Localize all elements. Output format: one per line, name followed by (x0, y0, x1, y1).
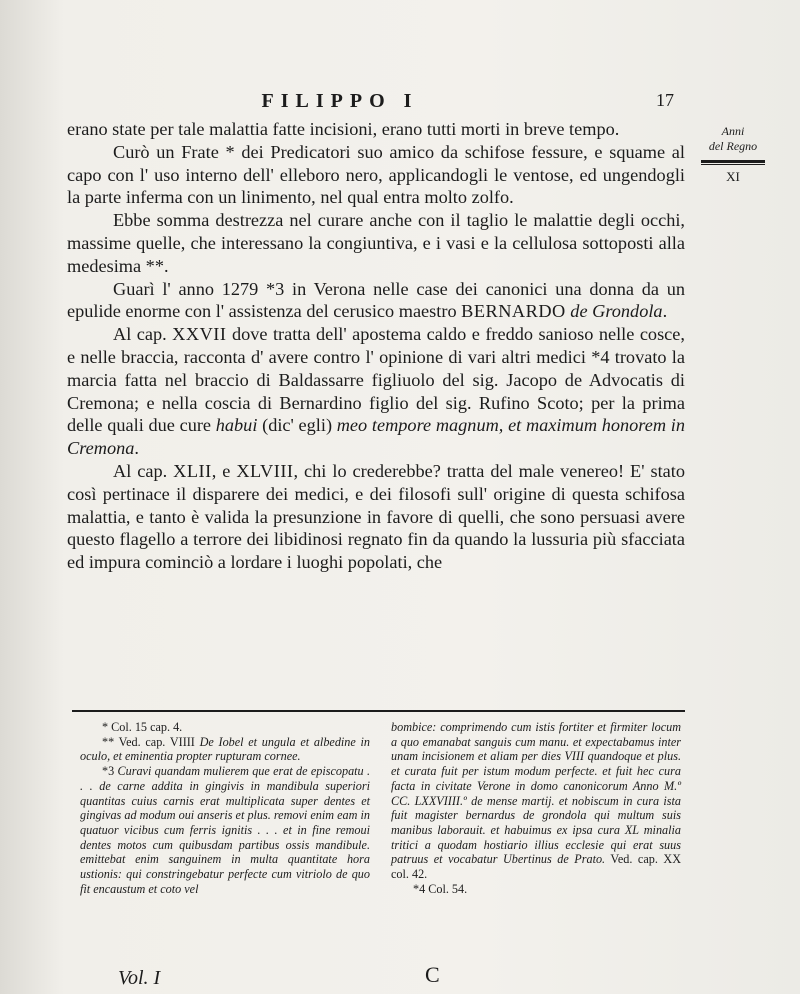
chapter-ref-2: XLVIII (236, 460, 294, 481)
footnote-3-ref: Ved. cap. XX col. 42. (391, 852, 681, 882)
footnote-separator (72, 710, 685, 712)
footnote-3-quote: Curavi quandam mulierem que erat de episcopatu . . . de carne addita in gingivis in mandibula superiori quantitas cuius carnis erat multiplicata super dentes et gingivas ad modum oui anseris et plus. removi enim eam in quatuor vicibus cum ferris ignitis . . . et in fine remoui dentes motos cum quibusdam partibus ossis mandibule. emittebat enim sanguinem in multa quantitate hora ustionis: qui constringebatur perfecte cum vitriolo de quo fit encaustum et coto vel (80, 764, 370, 896)
footnote-3-mark: *3 (102, 764, 118, 779)
footnote-3-quote-cont: bombice: comprimendo cum istis fortiter et firmiter locum a quo emanabat sanguis cum manu. et expectabamus inter unam incisionem et aliam per dies VIII quandoque et plus. et curata fuit per istum modum perfecte. et fuit hec cura facta in civitate Verone in domo canonicorum Anno M.º CC. LXXVIIII.º de mense martij. et nobiscum in cura ista fuit magister bernardus de grondola qui multum suis manibus laborauit. et habuimus ex ipsa cura XL minalia tritici a quodam hostiario illius ecclesie qui erat suus patruus et vocabatur Ubertinus de Prato. (391, 720, 681, 867)
margin-note (693, 124, 773, 184)
running-title: FILIPPO I (261, 90, 419, 112)
latin-quote-2: meo tempore magnum, et maximum honorem in Cremona (67, 415, 685, 459)
footnote-3 (80, 764, 370, 896)
paragraph-6-text-a: Al cap. (113, 460, 174, 481)
margin-note-line1: Anni (721, 124, 745, 138)
footnote-1: * Col. 15 cap. 4. (102, 720, 183, 734)
latin-quote-1: habui (215, 415, 258, 436)
footnote-2-quote: De Iobel et ungula et albedine in oculo, et eminentia propter rupturam cornee. (80, 734, 370, 764)
margin-rule-thick (701, 160, 765, 163)
footnote-2 (80, 735, 370, 764)
paragraph-6 (67, 460, 685, 574)
main-text (67, 118, 685, 574)
footnotes-left-column (80, 720, 370, 896)
reign-year: XI (726, 169, 740, 184)
footnote-4: *4 Col. 54. (413, 881, 468, 896)
surgeon-name: BERNARDO (461, 301, 566, 322)
paragraph-6-text-c: , chi lo crederebbe? tratta del male venereo! E' stato così pertinace il disparere dei medici, e dei filosofi sull' origine di questa schifosa malattia, e tanto è valida la presunzione in favore di quelli, che sono persuasi avere questo flagello a terrore dei libidinosi regnato fin da quando la lussuria più sfacciata ed impura cominciò a lordare i luoghi popolati, che (67, 460, 685, 573)
page-number: 17 (656, 90, 674, 110)
volume-signature: Vol. I (118, 967, 161, 989)
margin-note-line2: del Regno (708, 139, 758, 153)
gathering-signature: C (425, 962, 440, 987)
footnotes-right-column (391, 720, 681, 896)
paragraph-1: erano state per tale malattia fatte incisioni, erano tutti morti in breve tempo. (67, 119, 620, 139)
paragraph-3: Ebbe somma destrezza nel curare anche con il taglio le malattie degli occhi, massime quelle, che interessano la congiuntiva, e i vasi e la cellulosa sottoposti alla medesima **. (67, 210, 685, 276)
paragraph-4-text: Guarì l' anno 1279 *3 in Verona nelle case dei canonici una donna da un epulide enorme con l' assistenza del cerusico maestro (67, 278, 685, 322)
paragraph-2: Curò un Frate * dei Predicatori suo amico da schifose fessure, e squame al capo con l' uso interno dell' elleboro nero, applicandogli le ventose, ed ungendogli la parte inferma con un linimento, nel qual entra molto zolfo. (67, 141, 685, 208)
paragraph-4-end: . (662, 301, 668, 322)
paragraph-6-text-b: , e (211, 460, 237, 481)
surgeon-surname: de Grondola (565, 301, 663, 322)
paragraph-5 (67, 323, 685, 460)
footnote-2-ref: ** Ved. cap. VIIII (102, 734, 200, 749)
chapter-ref: XXVII (172, 324, 227, 345)
footnote-3-continuation (391, 720, 681, 882)
margin-rule-thin (701, 164, 765, 165)
paragraph-5-text-c: (dic' egli) (257, 415, 337, 436)
chapter-ref-1: XLII (173, 460, 212, 481)
paragraph-5-text-a: Al cap. (113, 324, 173, 345)
paragraph-5-end: . (134, 438, 139, 459)
paragraph-5-text-b: dove tratta dell' apostema caldo e freddo sanioso nelle cosce, e nelle braccia, racconta d' avere contro l' opinione di vari altri medici *4 trovato la marcia fatta nel braccio di Baldassarre figliuolo del sig. Jacopo de Advocatis di Cremona; e nella coscia di Bernardino figlio del sig. Rufino Scoto; per la prima delle quali due cure (67, 324, 685, 436)
paragraph-4 (67, 278, 685, 324)
